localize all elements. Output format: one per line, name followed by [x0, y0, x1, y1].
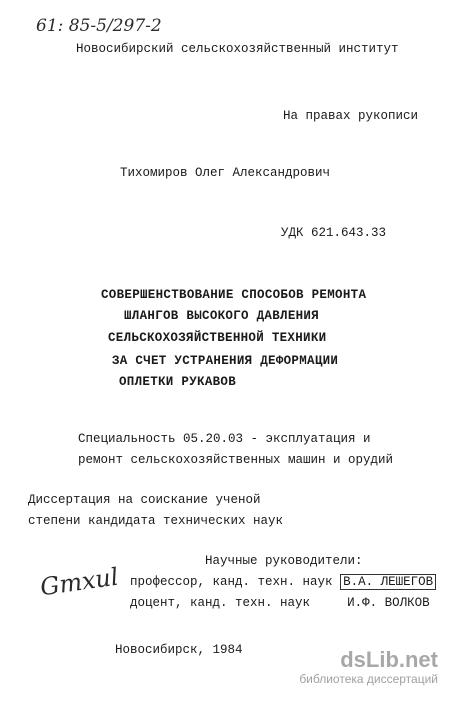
- degree-line: Диссертация на соискание ученой: [28, 493, 261, 507]
- specialty-line: ремонт сельскохозяйственных машин и орудий: [78, 453, 394, 467]
- rights-note: На правах рукописи: [283, 109, 419, 123]
- title-line: СОВЕРШЕНСТВОВАНИЕ СПОСОБОВ РЕМОНТА: [101, 288, 367, 302]
- watermark-logo: dsLib.net: [340, 647, 438, 672]
- supervisor-2-title: доцент, канд. техн. наук: [130, 596, 311, 610]
- handwritten-signature: Gmxиl: [38, 562, 121, 602]
- supervisor-2-name: И.Ф. ВОЛКОВ: [347, 596, 430, 610]
- institute-name: Новосибирский сельскохозяйственный институт: [76, 42, 399, 56]
- watermark: [299, 648, 438, 686]
- degree-line: степени кандидата технических наук: [28, 514, 284, 528]
- title-line: ЗА СЧЕТ УСТРАНЕНИЯ ДЕФОРМАЦИИ: [112, 354, 339, 368]
- watermark-subtitle: библиотека диссертаций: [299, 672, 438, 686]
- title-line: ОПЛЕТКИ РУКАВОВ: [119, 375, 237, 389]
- archive-mark: 61: 85-5/297-2: [36, 16, 162, 36]
- supervisor-1-name: В.А. ЛЕШЕГОВ: [340, 574, 436, 590]
- supervisor-1: [130, 574, 436, 590]
- supervisor-2: [130, 595, 430, 611]
- supervisor-1-title: профессор, канд. техн. наук: [130, 575, 333, 589]
- supervisors-heading: Научные руководители:: [205, 554, 363, 568]
- specialty-line: Специальность 05.20.03 - эксплуатация и: [78, 432, 371, 446]
- author-name: Тихомиров Олег Александрович: [120, 166, 331, 180]
- city-year: Новосибирск, 1984: [115, 643, 243, 657]
- udc-code: УДК 621.643.33: [281, 226, 387, 240]
- title-line: ШЛАНГОВ ВЫСОКОГО ДАВЛЕНИЯ: [124, 309, 320, 323]
- title-line: СЕЛЬСКОХОЗЯЙСТВЕННОЙ ТЕХНИКИ: [108, 331, 327, 345]
